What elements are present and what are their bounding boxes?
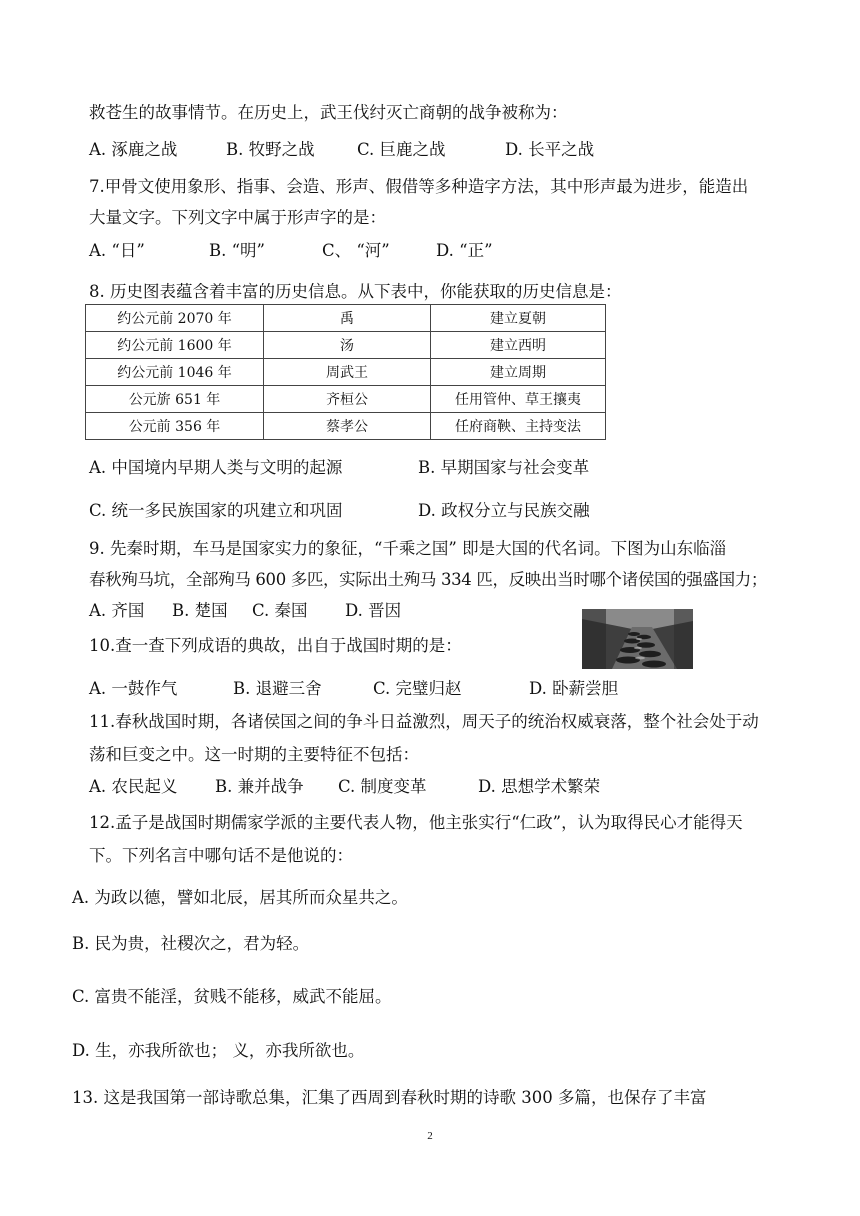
table-cell-date: 约公元前 1600 年 (86, 332, 264, 359)
table-cell-date: 约公元前 2070 年 (86, 305, 264, 332)
q9-option-d: D. 晋因 (345, 601, 402, 620)
table-cell-date: 约公元前 1046 年 (86, 359, 264, 386)
q7-stem-line2: 大量文字。下列文字中属于形声字的是： (89, 208, 386, 227)
q7-option-b: B. “明” (209, 241, 265, 260)
q8-option-b: B. 早期国家与社会变革 (418, 458, 590, 477)
history-table (85, 304, 606, 440)
q11-option-b: B. 兼并战争 (215, 777, 304, 796)
q10-option-c: C. 完璧归赵 (373, 679, 462, 698)
q8-option-a: A. 中国境内早期人类与文明的起源 (89, 458, 343, 477)
q9-option-c: C. 秦国 (252, 601, 308, 620)
q11-stem-line2: 荡和巨变之中。这一时期的主要特征不包括： (89, 745, 419, 764)
table-cell-person: 周武王 (264, 359, 431, 386)
table-row (86, 413, 606, 440)
table-cell-date: 公元前 356 年 (86, 413, 264, 440)
table-cell-event: 任府商鞅、主持变法 (431, 413, 606, 440)
table-cell-event: 任用管仲、草王攘夷 (431, 386, 606, 413)
q7-stem-line1: 7.甲骨文使用象形、指事、会造、形声、假借等多种造字方法，其中形声最为进步，能造出 (89, 177, 749, 196)
q12-stem-line1: 12.孟子是战国时期儒家学派的主要代表人物，他主张实行“仁政”，认为取得民心才能得天 (89, 813, 743, 832)
q11-option-c: C. 制度变革 (338, 777, 427, 796)
table-cell-event: 建立西明 (431, 332, 606, 359)
q11-stem-line1: 11.春秋战国时期，各诸侯国之间的争斗日益激烈，周天子的统治权威衰落，整个社会处于动 (89, 712, 759, 731)
q8-option-d: D. 政权分立与民族交融 (418, 501, 590, 520)
q6-option-d: D. 长平之战 (505, 140, 595, 159)
table-cell-event: 建立周期 (431, 359, 606, 386)
q10-option-a: A. 一鼓作气 (89, 679, 178, 698)
q9-option-b: B. 楚国 (172, 601, 228, 620)
q8-option-c: C. 统一多民族国家的巩建立和巩固 (89, 501, 343, 520)
q6-option-a: A. 涿鹿之战 (89, 140, 178, 159)
table-cell-person: 禹 (264, 305, 431, 332)
q11-option-d: D. 思想学术繁荣 (478, 777, 601, 796)
q10-stem: 10.查一查下列成语的典故，出自于战国时期的是： (89, 636, 462, 655)
q12-option-c: C. 富贵不能淫，贫贱不能移，威武不能屈。 (72, 987, 392, 1006)
q11-option-a: A. 农民起义 (89, 777, 178, 796)
horse-pit-photo (582, 609, 693, 669)
q6-option-b: B. 牧野之战 (226, 140, 315, 159)
q12-option-d: D. 生，亦我所欲也； 义，亦我所欲也。 (72, 1041, 365, 1060)
q9-stem-line1: 9. 先秦时期，车马是国家实力的象征，“千乘之国” 即是大国的代名词。下图为山东临淄 (89, 539, 727, 558)
table-cell-date: 公元旂 651 年 (86, 386, 264, 413)
q7-option-c: C、 “河” (322, 241, 390, 260)
table-cell-person: 齐桓公 (264, 386, 431, 413)
table-cell-event: 建立夏朝 (431, 305, 606, 332)
table-cell-person: 蔡孝公 (264, 413, 431, 440)
q9-stem-line2: 春秋殉马坑，全部殉马 600 多匹，实际出土殉马 334 匹，反映出当时哪个诸侯国的强盛国力； (89, 570, 768, 589)
q12-stem-line2: 下。下列名言中哪句话不是他说的： (89, 846, 353, 865)
q6-option-c: C. 巨鹿之战 (357, 140, 446, 159)
table-row (86, 359, 606, 386)
q9-option-a: A. 齐国 (89, 601, 145, 620)
page-number: 2 (427, 1130, 433, 1142)
q8-stem: 8. 历史图表蕴含着丰富的历史信息。从下表中，你能获取的历史信息是： (89, 282, 622, 301)
q12-option-b: B. 民为贵，社稷次之，君为轻。 (72, 934, 310, 953)
table-row (86, 386, 606, 413)
table-row (86, 305, 606, 332)
q7-option-a: A. “日” (89, 241, 145, 260)
horse-pit-image (582, 609, 693, 669)
q10-option-b: B. 退避三舍 (233, 679, 322, 698)
table-cell-person: 汤 (264, 332, 431, 359)
q10-option-d: D. 卧薪尝胆 (529, 679, 619, 698)
q6-stem-tail: 救苍生的故事情节。在历史上，武王伐纣灭亡商朝的战争被称为： (89, 103, 568, 122)
q12-option-a: A. 为政以德，譬如北辰，居其所而众星共之。 (72, 888, 408, 907)
q13-stem: 13. 这是我国第一部诗歌总集，汇集了西周到春秋时期的诗歌 300 多篇，也保存了丰富 (72, 1088, 707, 1107)
table-row (86, 332, 606, 359)
q7-option-d: D. “正” (436, 241, 493, 260)
